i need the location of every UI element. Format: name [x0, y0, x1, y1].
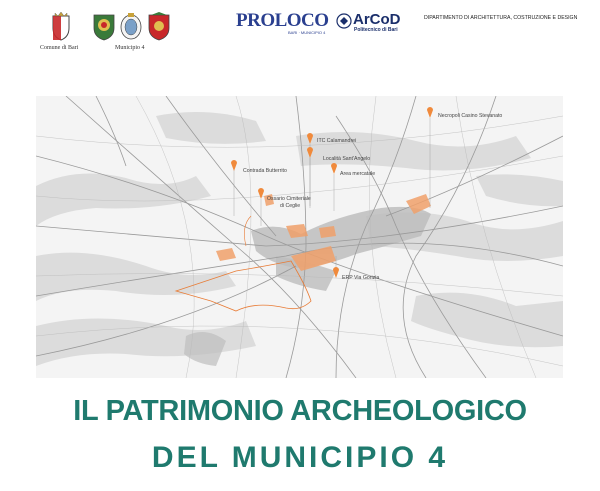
municipio-crest-3-icon: [147, 12, 171, 42]
marker-label-buterrito: Contrada Butterrito: [243, 168, 287, 174]
comune-label: Comune di Bari: [40, 45, 79, 51]
title-line-2: DEL MUNICIPIO 4: [151, 441, 449, 474]
dicar-department-text: DIPARTIMENTO DI ARCHITETTURA, COSTRUZIONE E DESIGN: [424, 15, 578, 21]
comune-bari-crest-icon: [50, 12, 72, 42]
marker-label-ossario-1: Ossario Cimiteriale: [267, 196, 311, 202]
proloco-logo: [236, 10, 329, 35]
marker-label-santangelo: Località Sant'Angelo: [323, 156, 371, 162]
arcod-subtitle: Politecnico di Bari: [354, 27, 398, 33]
marker-label-mercatale: Area mercatale: [340, 171, 376, 177]
marker-label-ossario-2: di Ceglie: [280, 203, 301, 209]
title-line-1: IL PATRIMONIO ARCHEOLOGICO: [73, 395, 527, 427]
arcod-title: ArCoD: [353, 11, 401, 28]
marker-label-necropoli: Necropoli Casino Stevanato: [438, 113, 503, 119]
marker-label-calamandrei: ITC Calamandrei: [317, 138, 357, 144]
municipio-label: Municipio 4: [115, 45, 145, 51]
proloco-title: PROLOCO: [236, 10, 329, 31]
header: [0, 0, 600, 70]
archaeological-map: [36, 96, 563, 378]
municipio-crest-1-icon: [92, 12, 116, 42]
arcod-mark-icon: [336, 13, 352, 29]
marker-label-erp: ERP Via Gorizia: [342, 275, 380, 281]
proloco-subtitle: BARI · MUNICIPIO 4: [288, 30, 326, 35]
municipio-crest-2-icon: [119, 12, 143, 42]
